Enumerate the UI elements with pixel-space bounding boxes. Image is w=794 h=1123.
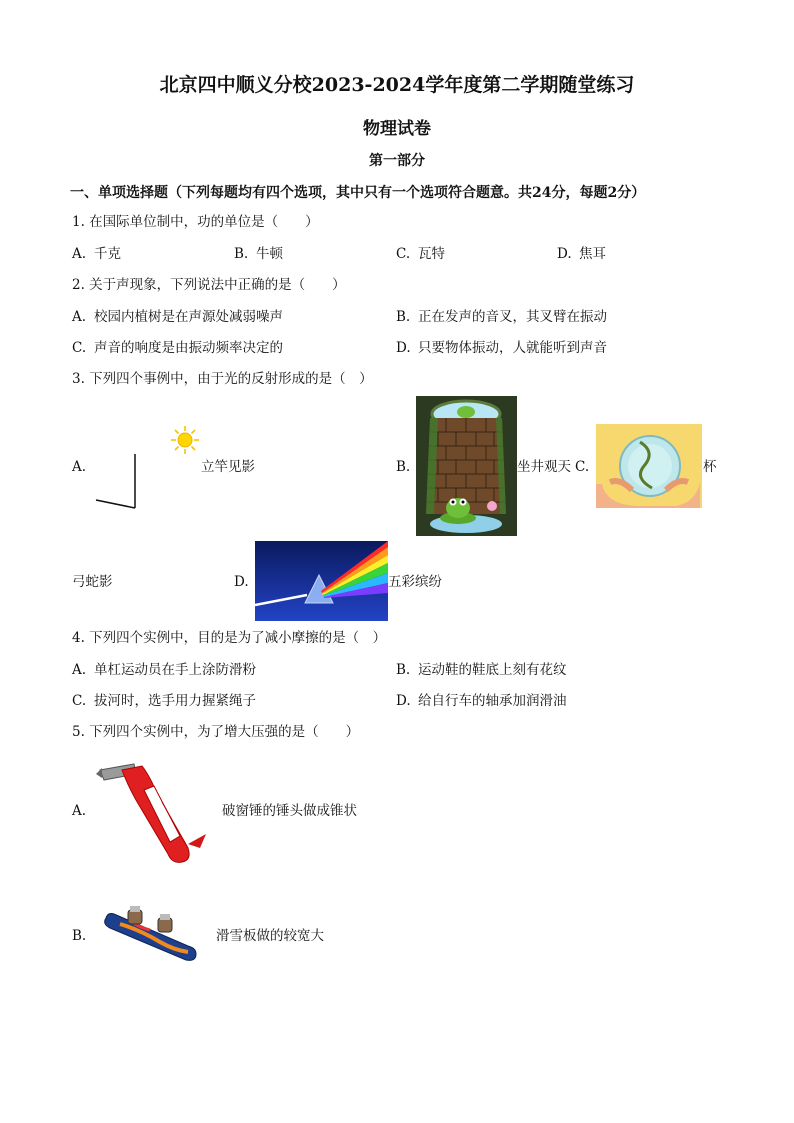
option-text: 正在发声的音叉，其叉臂在振动 (418, 309, 607, 325)
option-letter: A. (72, 662, 87, 678)
q5-option-b-letter[interactable]: B. (72, 928, 87, 944)
q2-option-d[interactable] (396, 339, 607, 357)
page-title: 北京四中顺义分校2023-2024学年度第二学期随堂练习 (159, 74, 635, 96)
option-text: 千克 (94, 246, 121, 262)
q1-option-a[interactable] (72, 245, 121, 263)
option-letter: C. (72, 340, 87, 356)
option-letter: A. (72, 246, 87, 262)
q3-option-b-letter[interactable]: B. (396, 459, 411, 475)
q5-option-a-letter[interactable]: A. (72, 803, 87, 819)
q2-option-b[interactable] (396, 308, 607, 326)
q3-option-a-letter[interactable]: A. (72, 459, 87, 475)
q3-option-c-text-part1: 杯 (703, 459, 717, 475)
question-2-stem: 2. 关于声现象，下列说法中正确的是（ ） (72, 277, 346, 293)
safety-hammer-picture (92, 756, 214, 868)
option-text: 给自行车的轴承加润滑油 (418, 693, 567, 709)
question-1-stem: 1. 在国际单位制中，功的单位是（ ） (72, 214, 319, 230)
option-letter: B. (234, 246, 249, 262)
question-4-stem: 4. 下列四个实例中，目的是为了减小摩擦的是（ ） (72, 630, 387, 646)
page-subtitle: 物理试卷 (363, 119, 431, 139)
q1-option-b[interactable] (234, 245, 283, 263)
option-text: 焦耳 (579, 246, 606, 262)
option-letter: C. (396, 246, 411, 262)
prism-rainbow-picture (255, 541, 388, 621)
q2-option-c[interactable] (72, 339, 283, 357)
q3-option-a-text: 立竿见影 (201, 459, 255, 475)
q4-option-d[interactable] (396, 692, 567, 710)
q5-option-b-text: 滑雪板做的较宽大 (216, 928, 324, 944)
option-letter: A. (72, 309, 87, 325)
option-text: 瓦特 (418, 246, 445, 262)
frog-well-picture (416, 396, 517, 536)
part-label: 第一部分 (369, 153, 425, 169)
option-letter: B. (396, 662, 411, 678)
question-5-stem: 5. 下列四个实例中，为了增大压强的是（ ） (72, 724, 360, 740)
option-letter: B. (396, 309, 411, 325)
q3-option-c-text-part2: 弓蛇影 (72, 574, 113, 590)
q3-option-d-letter[interactable]: D. (234, 574, 249, 590)
option-text: 拔河时，选手用力握紧绳子 (94, 693, 256, 709)
q1-option-d[interactable] (557, 245, 606, 263)
option-text: 只要物体振动，人就能听到声音 (418, 340, 607, 356)
q4-option-c[interactable] (72, 692, 256, 710)
q2-option-a[interactable] (72, 308, 283, 326)
q3-option-b-text: 坐井观天 (517, 459, 571, 475)
option-letter: D. (396, 693, 411, 709)
q5-option-a-text: 破窗锤的锤头做成锥状 (222, 803, 357, 819)
section-heading: 一、单项选择题（下列每题均有四个选项，其中只有一个选项符合题意。共24分，每题2分） (70, 185, 646, 201)
q4-option-a[interactable] (72, 661, 256, 679)
sun-icon (170, 425, 200, 455)
option-text: 校园内植树是在声源处减弱噪声 (94, 309, 283, 325)
q1-option-c[interactable] (396, 245, 445, 263)
q3-option-d-text: 五彩缤纷 (388, 574, 442, 590)
option-text: 单杠运动员在手上涂防滑粉 (94, 662, 256, 678)
option-letter: C. (72, 693, 87, 709)
question-3-stem: 3. 下列四个事例中，由于光的反射形成的是（ ） (72, 371, 373, 387)
q4-option-b[interactable] (396, 661, 567, 679)
option-letter: D. (557, 246, 572, 262)
option-text: 牛顿 (256, 246, 283, 262)
option-text: 运动鞋的鞋底上刻有花纹 (418, 662, 567, 678)
option-text: 声音的响度是由振动频率决定的 (94, 340, 283, 356)
q3-option-c-letter[interactable]: C. (575, 459, 590, 475)
snowboard-picture (100, 906, 200, 966)
option-letter: D. (396, 340, 411, 356)
pole-shadow-icon (90, 450, 140, 512)
cup-snake-picture (596, 424, 702, 508)
